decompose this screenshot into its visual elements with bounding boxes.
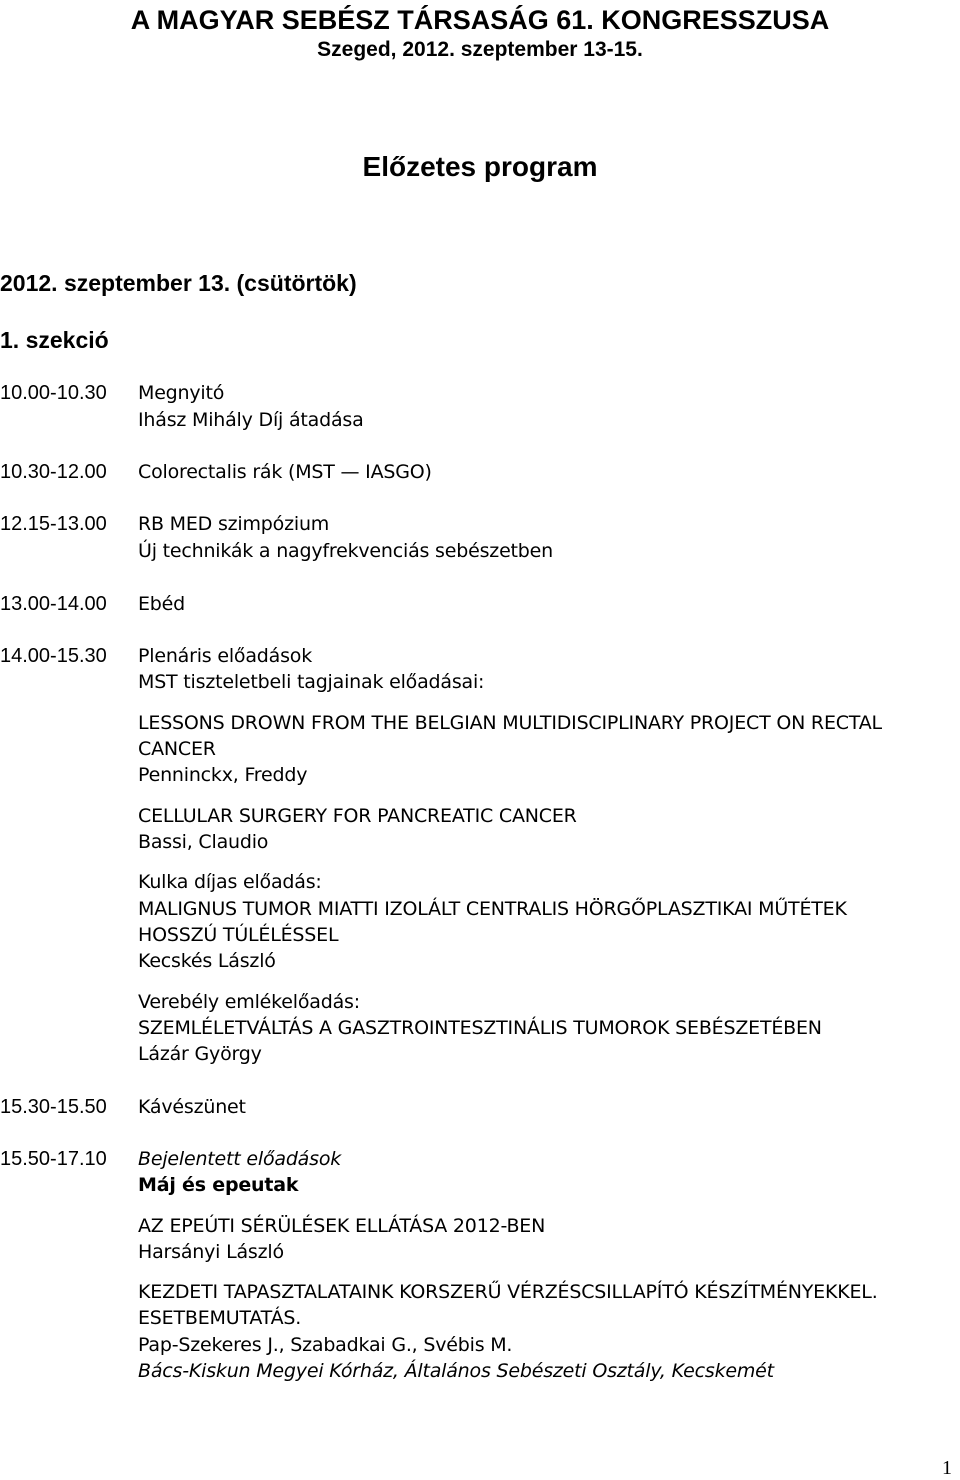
schedule-item: Új technikák a nagyfrekvenciás sebészetben xyxy=(138,540,553,562)
schedule-item: Kávészünet xyxy=(138,1096,246,1118)
talk-title: HOSSZÚ TÚLÉLÉSSEL xyxy=(138,924,339,946)
schedule-topic: Máj és epeutak xyxy=(138,1174,299,1196)
program-title: Előzetes program xyxy=(362,151,598,182)
talk-author: Bassi, Claudio xyxy=(138,831,269,853)
congress-title: A MAGYAR SEBÉSZ TÁRSASÁG 61. KONGRESSZUSA xyxy=(130,5,830,35)
talk-title: CELLULAR SURGERY FOR PANCREATIC CANCER xyxy=(138,805,577,827)
talk-author: Pap-Szekeres J., Szabadkai G., Svébis M. xyxy=(138,1334,513,1356)
schedule-item: RB MED szimpózium xyxy=(138,513,330,535)
schedule-time: 10.30-12.00 xyxy=(0,461,107,483)
talk-author: Harsányi László xyxy=(138,1241,284,1263)
talk-title: LESSONS DROWN FROM THE BELGIAN MULTIDISCIPLINARY PROJECT ON RECTAL xyxy=(138,712,882,734)
schedule-time: 15.50-17.10 xyxy=(0,1148,107,1170)
session-title: 1. szekció xyxy=(0,327,109,353)
schedule-item: Bejelentett előadások xyxy=(138,1148,342,1170)
page-number: 1 xyxy=(942,1457,952,1479)
schedule-item: Ihász Mihály Díj átadása xyxy=(138,409,364,431)
schedule-item: Megnyitó xyxy=(138,382,225,404)
talk-author: Kecskés László xyxy=(138,950,276,972)
schedule-item: Ebéd xyxy=(138,593,186,615)
talk-award: Verebély emlékelőadás: xyxy=(138,991,360,1013)
talk-affiliation: Bács-Kiskun Megyei Kórház, Általános Sebészeti Osztály, Kecskemét xyxy=(138,1360,774,1382)
schedule-time: 15.30-15.50 xyxy=(0,1096,107,1118)
talk-author: Lázár György xyxy=(138,1043,262,1065)
talk-award: Kulka díjas előadás: xyxy=(138,871,322,893)
schedule-time: 14.00-15.30 xyxy=(0,645,107,667)
talk-title: KEZDETI TAPASZTALATAINK KORSZERŰ VÉRZÉSCSILLAPÍTÓ KÉSZÍTMÉNYEKKEL. xyxy=(138,1281,878,1303)
schedule-time: 10.00-10.30 xyxy=(0,382,107,404)
talk-title: CANCER xyxy=(138,738,216,760)
schedule-item: Colorectalis rák (MST — IASGO) xyxy=(138,461,432,483)
talk-author: Penninckx, Freddy xyxy=(138,764,308,786)
schedule-time: 13.00-14.00 xyxy=(0,593,107,615)
schedule-item: MST tiszteletbeli tagjainak előadásai: xyxy=(138,671,485,693)
day-date: 2012. szeptember 13. (csütörtök) xyxy=(0,270,357,296)
schedule-item: Plenáris előadások xyxy=(138,645,313,667)
talk-title: MALIGNUS TUMOR MIATTI IZOLÁLT CENTRALIS HÖRGŐPLASZTIKAI MŰTÉTEK xyxy=(138,898,847,920)
schedule-time: 12.15-13.00 xyxy=(0,513,107,535)
talk-title: SZEMLÉLETVÁLTÁS A GASZTROINTESZTINÁLIS TUMOROK SEBÉSZETÉBEN xyxy=(138,1017,822,1039)
talk-title: ESETBEMUTATÁS. xyxy=(138,1307,302,1329)
talk-title: AZ EPEÚTI SÉRÜLÉSEK ELLÁTÁSA 2012-BEN xyxy=(138,1215,546,1237)
congress-subtitle: Szeged, 2012. szeptember 13-15. xyxy=(317,38,643,61)
